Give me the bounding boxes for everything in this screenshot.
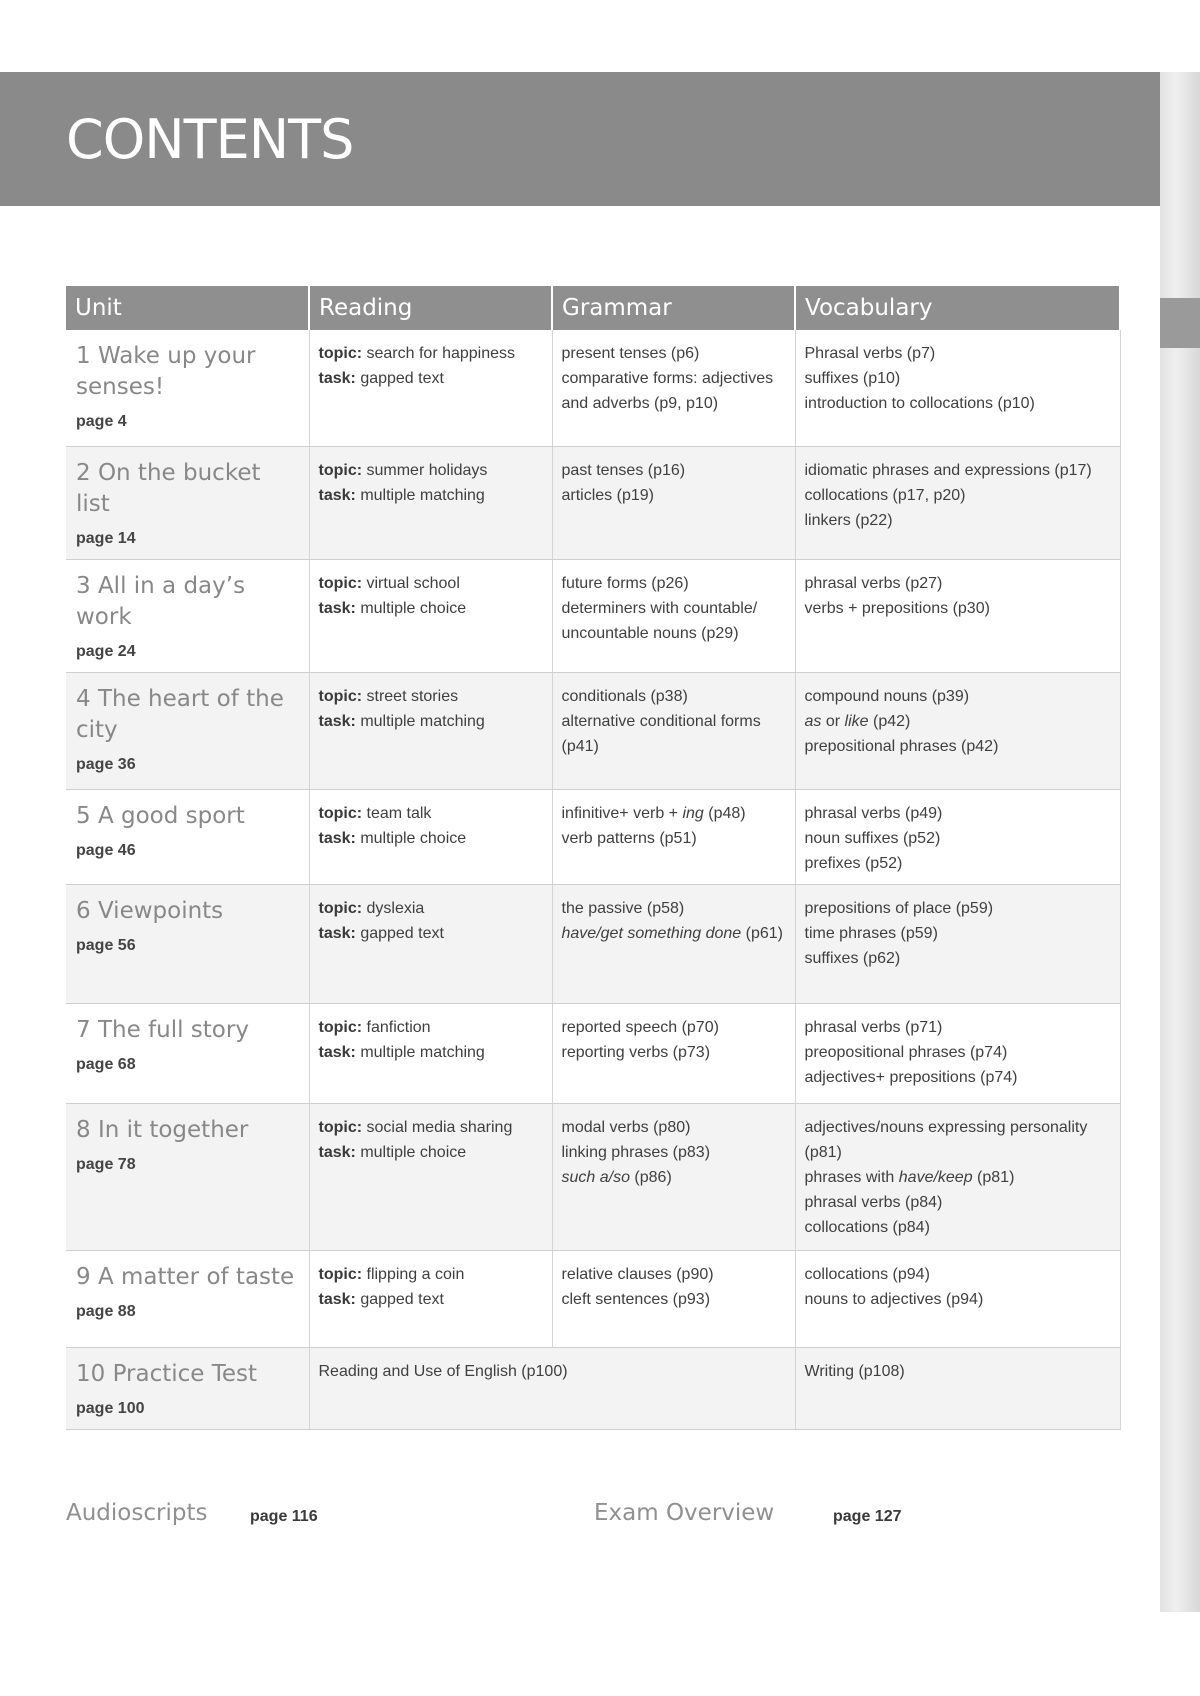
unit-cell	[66, 1103, 309, 1250]
exam-overview-label[interactable]: Exam Overview	[594, 1500, 775, 1526]
topic-label: topic:	[318, 574, 363, 592]
reading-cell	[309, 1103, 552, 1250]
task-label: task:	[318, 370, 356, 387]
vocabulary-cell	[795, 559, 1120, 672]
table-row	[66, 559, 1120, 672]
exam-overview-page: page 127	[833, 1508, 902, 1525]
task-value: multiple matching	[360, 712, 485, 730]
task-label: task:	[318, 1290, 356, 1308]
grammar-item: articles (p19)	[561, 486, 654, 504]
vocabulary-cell	[795, 330, 1120, 446]
topic-label: topic:	[318, 899, 363, 917]
reading-use-of-english: Reading and Use of English (p100)	[318, 1362, 568, 1380]
grammar-text: infinitive+ verb +	[561, 804, 683, 822]
grammar-item: conditionals (p38)	[561, 687, 688, 705]
table-row	[66, 1003, 1120, 1103]
task-value: multiple matching	[360, 486, 485, 504]
vocabulary-item: introduction to collocations (p10)	[804, 395, 1035, 412]
task-value: gapped text	[360, 924, 444, 942]
topic-label: topic:	[318, 1265, 363, 1283]
reading-cell	[309, 1003, 552, 1103]
unit-page: page 4	[76, 413, 127, 430]
grammar-text: (p86)	[629, 1168, 672, 1186]
vocabulary-item: prefixes (p52)	[804, 854, 903, 872]
unit-page: page 78	[76, 1155, 136, 1173]
grammar-item: relative clauses (p90)	[561, 1265, 714, 1283]
grammar-item: verb patterns (p51)	[561, 829, 697, 847]
table-row	[66, 1250, 1120, 1347]
unit-title[interactable]: 5 A good sport	[76, 802, 245, 829]
unit-title[interactable]: 9 A matter of taste	[76, 1263, 295, 1290]
grammar-cell	[552, 1250, 795, 1347]
topic-value: flipping a coin	[366, 1265, 465, 1283]
reading-cell	[309, 330, 552, 446]
vocabulary-item: verbs + prepositions (p30)	[804, 599, 990, 617]
topic-value: street stories	[366, 687, 459, 705]
topic-label: topic:	[318, 804, 363, 822]
task-value: multiple matching	[360, 1043, 485, 1061]
grammar-cell	[552, 1003, 795, 1103]
grammar-cell	[552, 330, 795, 446]
topic-value: dyslexia	[366, 899, 425, 917]
topic-label: topic:	[318, 687, 363, 705]
unit-page: page 68	[76, 1055, 136, 1073]
vocabulary-item: compound nouns (p39)	[804, 687, 970, 705]
vocabulary-item: phrasal verbs (p84)	[804, 1193, 943, 1211]
unit-page: page 14	[76, 529, 136, 547]
page-edge-tab	[1160, 298, 1200, 348]
writing-cell	[795, 1347, 1120, 1429]
topic-value: fanfiction	[366, 1018, 431, 1036]
unit-cell	[66, 446, 309, 559]
unit-cell	[66, 330, 309, 446]
vocabulary-item: suffixes (p10)	[804, 370, 901, 387]
vocabulary-text: (p42)	[868, 712, 911, 730]
grammar-italic: ing	[682, 804, 704, 822]
reading-cell	[309, 446, 552, 559]
table-row	[66, 330, 1120, 446]
grammar-item	[562, 921, 787, 946]
grammar-item: comparative forms: adjectives and adverbs (p9, p10)	[561, 370, 774, 412]
vocabulary-cell	[795, 446, 1120, 559]
vocabulary-item: nouns to adjectives (p94)	[804, 1290, 984, 1308]
table-row	[66, 1103, 1120, 1250]
reading-cell	[309, 559, 552, 672]
vocabulary-item: prepositions of place (p59)	[804, 899, 994, 917]
vocabulary-item	[805, 709, 1112, 734]
grammar-cell	[552, 1103, 795, 1250]
topic-label: topic:	[318, 461, 363, 479]
unit-cell	[66, 1347, 309, 1429]
grammar-italic: such a/so	[561, 1168, 630, 1186]
writing-item: Writing (p108)	[804, 1362, 905, 1380]
grammar-item: present tenses (p6)	[561, 345, 700, 362]
reading-cell	[309, 789, 552, 884]
table-row	[66, 789, 1120, 884]
grammar-item: modal verbs (p80)	[561, 1118, 691, 1136]
grammar-cell	[552, 446, 795, 559]
grammar-item	[562, 801, 787, 826]
grammar-italic: have/get something done	[561, 924, 742, 942]
vocabulary-item: phrasal verbs (p27)	[804, 574, 943, 592]
vocabulary-italic: have/keep	[898, 1168, 973, 1186]
task-label: task:	[318, 829, 356, 847]
unit-title[interactable]: 6 Viewpoints	[76, 897, 224, 924]
grammar-item: determiners with countable/ uncountable nouns (p29)	[561, 599, 758, 642]
unit-title[interactable]: 3 All in a day’s work	[76, 572, 246, 630]
grammar-text: (p61)	[741, 924, 783, 942]
unit-page: page 100	[76, 1399, 145, 1417]
grammar-cell	[552, 884, 795, 1003]
unit-cell	[66, 1250, 309, 1347]
vocabulary-italic: like	[844, 712, 869, 730]
task-value: multiple choice	[360, 599, 467, 617]
grammar-item: the passive (p58)	[561, 899, 685, 917]
vocabulary-cell	[795, 672, 1120, 789]
unit-cell	[66, 789, 309, 884]
grammar-item: reporting verbs (p73)	[561, 1043, 711, 1061]
task-label: task:	[318, 486, 356, 504]
vocabulary-item: preopositional phrases (p74)	[804, 1043, 1008, 1061]
table-row	[66, 884, 1120, 1003]
task-label: task:	[318, 924, 356, 942]
header-vocabulary: Vocabulary	[795, 286, 1120, 330]
reading-use-cell	[309, 1347, 795, 1429]
vocabulary-item: adjectives/nouns expressing personality (p81)	[804, 1118, 1088, 1161]
task-label: task:	[318, 1043, 356, 1061]
table-row	[66, 672, 1120, 789]
vocabulary-text: (p81)	[972, 1168, 1015, 1186]
unit-page: page 24	[76, 642, 136, 660]
topic-value: social media sharing	[366, 1118, 513, 1136]
vocabulary-cell	[795, 1103, 1120, 1250]
grammar-item: alternative conditional forms (p41)	[561, 712, 761, 755]
task-label: task:	[318, 1143, 356, 1161]
task-label: task:	[318, 599, 356, 617]
vocabulary-italic: as	[804, 712, 822, 730]
topic-value: summer holidays	[366, 461, 488, 479]
grammar-text: (p48)	[703, 804, 746, 822]
unit-page: page 88	[76, 1302, 136, 1320]
grammar-item: cleft sentences (p93)	[561, 1290, 711, 1308]
grammar-item: linking phrases (p83)	[561, 1143, 711, 1161]
table-row	[66, 446, 1120, 559]
vocabulary-text: phrases with	[804, 1168, 899, 1186]
unit-title[interactable]: 1 Wake up your senses!	[76, 343, 256, 400]
grammar-cell	[552, 559, 795, 672]
title-banner	[0, 72, 1160, 206]
vocabulary-item: linkers (p22)	[804, 511, 893, 529]
grammar-item: reported speech (p70)	[561, 1018, 719, 1036]
vocabulary-item: collocations (p17, p20)	[804, 486, 966, 504]
unit-title[interactable]: 8 In it together	[76, 1116, 249, 1143]
topic-value: search for happiness	[366, 345, 516, 362]
unit-page: page 36	[76, 755, 136, 773]
topic-value: team talk	[366, 804, 432, 822]
header-unit: Unit	[66, 286, 309, 330]
vocabulary-item: noun suffixes (p52)	[804, 829, 941, 847]
unit-title[interactable]: 4 The heart of the city	[76, 685, 284, 743]
vocabulary-cell	[795, 789, 1120, 884]
topic-label: topic:	[318, 345, 363, 362]
topic-label: topic:	[318, 1118, 363, 1136]
unit-page: page 46	[76, 841, 136, 859]
unit-cell	[66, 1003, 309, 1103]
vocabulary-cell	[795, 884, 1120, 1003]
task-value: gapped text	[360, 370, 444, 387]
vocabulary-item: phrasal verbs (p71)	[804, 1018, 943, 1036]
header-grammar: Grammar	[552, 286, 795, 330]
reading-cell	[309, 672, 552, 789]
audioscripts-label[interactable]: Audioscripts	[66, 1500, 208, 1526]
unit-page: page 56	[76, 936, 136, 954]
unit-cell	[66, 884, 309, 1003]
vocabulary-item: phrasal verbs (p49)	[804, 804, 943, 822]
vocabulary-cell	[795, 1250, 1120, 1347]
grammar-cell	[552, 672, 795, 789]
audioscripts-page: page 116	[250, 1508, 318, 1525]
vocabulary-text: or	[821, 712, 845, 730]
table-row	[66, 1347, 1120, 1429]
grammar-item: future forms (p26)	[561, 574, 689, 592]
header-reading: Reading	[309, 286, 552, 330]
vocabulary-item: suffixes (p62)	[804, 949, 901, 967]
task-value: multiple choice	[360, 1143, 467, 1161]
vocabulary-item	[805, 1165, 1112, 1190]
grammar-item	[562, 1165, 787, 1190]
grammar-cell	[552, 789, 795, 884]
page-title: CONTENTS	[66, 108, 354, 171]
unit-title[interactable]: 2 On the bucket list	[76, 459, 261, 517]
vocabulary-item: collocations (p84)	[804, 1218, 930, 1236]
task-value: gapped text	[360, 1290, 444, 1308]
task-value: multiple choice	[360, 829, 467, 847]
unit-cell	[66, 559, 309, 672]
reading-cell	[309, 1250, 552, 1347]
vocabulary-item: prepositional phrases (p42)	[804, 737, 999, 755]
vocabulary-cell	[795, 1003, 1120, 1103]
topic-label: topic:	[318, 1018, 363, 1036]
vocabulary-item: time phrases (p59)	[804, 924, 938, 942]
reading-cell	[309, 884, 552, 1003]
unit-title[interactable]: 10 Practice Test	[76, 1360, 258, 1387]
grammar-item: past tenses (p16)	[561, 461, 686, 479]
vocabulary-item: Phrasal verbs (p7)	[804, 345, 936, 362]
unit-title[interactable]: 7 The full story	[76, 1016, 249, 1043]
contents-table	[66, 286, 1121, 1430]
vocabulary-item: collocations (p94)	[804, 1265, 930, 1283]
table-header-row	[66, 286, 1120, 330]
task-label: task:	[318, 712, 356, 730]
vocabulary-item: idiomatic phrases and expressions (p17)	[804, 461, 1092, 479]
topic-value: virtual school	[366, 574, 460, 592]
unit-cell	[66, 672, 309, 789]
contents-table-wrap	[66, 286, 1120, 1430]
vocabulary-item: adjectives+ prepositions (p74)	[804, 1068, 1018, 1086]
